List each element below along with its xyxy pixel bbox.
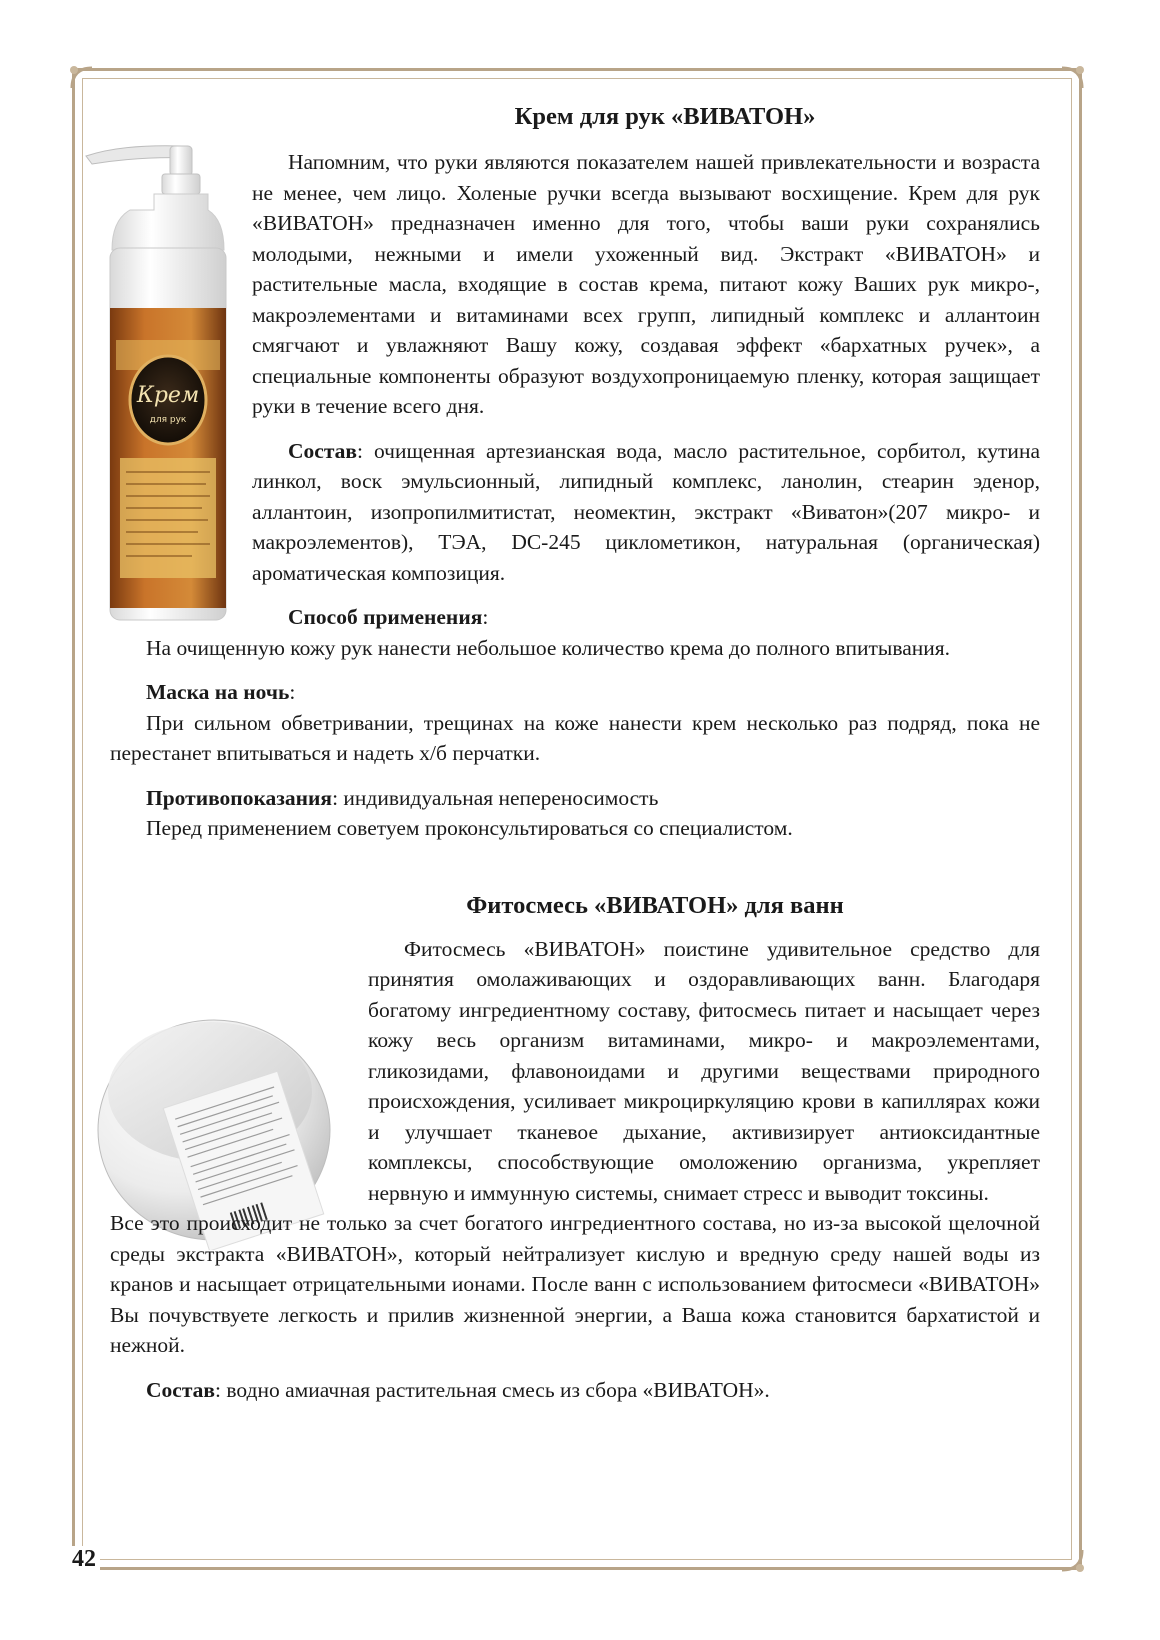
page-content bbox=[110, 95, 1040, 1405]
night-mask-colon: : bbox=[289, 680, 296, 704]
bath-mix-composition bbox=[110, 1375, 1040, 1406]
corner-ornament-icon bbox=[62, 58, 102, 98]
bath-mix-continuation: Все это происходит не только за счет богатого ингредиентного состава, но из-за высокой щелочной среды экстракта «ВИВАТОН», который нейтрализует кислую и вредную среду нашей воды из кранов и насыщает отрицательными ионами. После ванн с использованием фитосмеси «ВИВАТОН» Вы почувствуете легкость и прилив жизненной энергии, а Ваша кожа становится бархатистой и нежной. bbox=[110, 1211, 1040, 1357]
composition-label: Состав bbox=[288, 438, 358, 463]
bath-composition-text: : водно амиачная растительная смесь из сбора «ВИВАТОН». bbox=[215, 1377, 770, 1402]
contraindications-label: Противопоказания bbox=[146, 785, 333, 810]
bottle-sublabel-text: для рук bbox=[149, 415, 187, 425]
bath-mix-description: Фитосмесь «ВИВАТОН» поистине удивительное средство для принятия омолаживающих и оздоравливающих ванн. Благодаря богатому ингредиентному составу, фитосмесь питает и насыщает через кожу весь организм витаминами, микро- и макроэлементами, гликозидами, флавоноидами и другими веществами природного происхождения, усиливает микроциркуляцию крови в капиллярах кожи и улучшает тканевое дыхание, активизирует антиоксидантные комплексы, способствующие омоложению организма, укрепляет нервную и иммунную системы, снимает стресс и выводит токсины. bbox=[368, 936, 1040, 1205]
contraindications-text: : индивидуальная непереносимость bbox=[332, 785, 659, 810]
hand-cream-description: Напомним, что руки являются показателем нашей привлекательности и возраста не менее, чем лицо. Холеные ручки всегда вызывают восхищение. Крем для рук «ВИВАТОН» предназначен именно для того, чтобы ваши руки сохранялись молодыми, нежными и имели ухоженный вид. Экстракт «ВИВАТОН» и растительные масла, входящие в состав крема, питают кожу Ваших рук микро-, макроэлементами и витаминами всех групп, липидный комплекс и аллантоин смягчают и увлажняют Вашу кожу, создавая эффект «бархатных ручек», а специальные компоненты образуют воздухопроницаемую пленку, которая защищает руки в течение всего дня. bbox=[252, 150, 1040, 418]
contraindications bbox=[110, 783, 1040, 814]
usage-text: На очищенную кожу рук нанести небольшое количество крема до полного впитывания. bbox=[146, 635, 951, 660]
usage-heading bbox=[252, 602, 1040, 633]
usage-label: Способ применения bbox=[288, 605, 483, 629]
consult-text: Перед применением советуем проконсультироваться со специалистом. bbox=[146, 816, 793, 840]
page-number: 42 bbox=[68, 1546, 100, 1573]
composition-text: : очищенная артезианская вода, масло растительное, сорбитол, кутина линкол, воск эмульсионный, липидный комплекс, ланолин, стеарин эденор, аллантоин, изопропилмитистат, неомектин, экстракт «Виватон»(207 микро- и макроэлементов), ТЭА, DC-245 циклометикон, натуральная (органическая) ароматическая композиция. bbox=[252, 438, 1040, 585]
bath-composition-label: Состав bbox=[146, 1377, 216, 1402]
night-mask-text: При сильном обветривании, трещинах на коже нанести крем несколько раз подряд, пока не перестанет впитываться и надеть х/б перчатки. bbox=[110, 710, 1040, 765]
usage-colon: : bbox=[482, 605, 489, 629]
bottle-label-text: Крем bbox=[136, 383, 200, 408]
section-title-bath-mix: Фитосмесь «ВИВАТОН» для ванн bbox=[466, 891, 844, 919]
corner-ornament-icon bbox=[1052, 58, 1092, 98]
night-mask-heading bbox=[110, 677, 1040, 708]
hand-cream-composition bbox=[252, 436, 1040, 589]
night-mask-label: Маска на ночь bbox=[146, 680, 290, 704]
corner-ornament-icon bbox=[1052, 1540, 1092, 1580]
section-title-hand-cream: Крем для рук «ВИВАТОН» bbox=[514, 103, 816, 130]
